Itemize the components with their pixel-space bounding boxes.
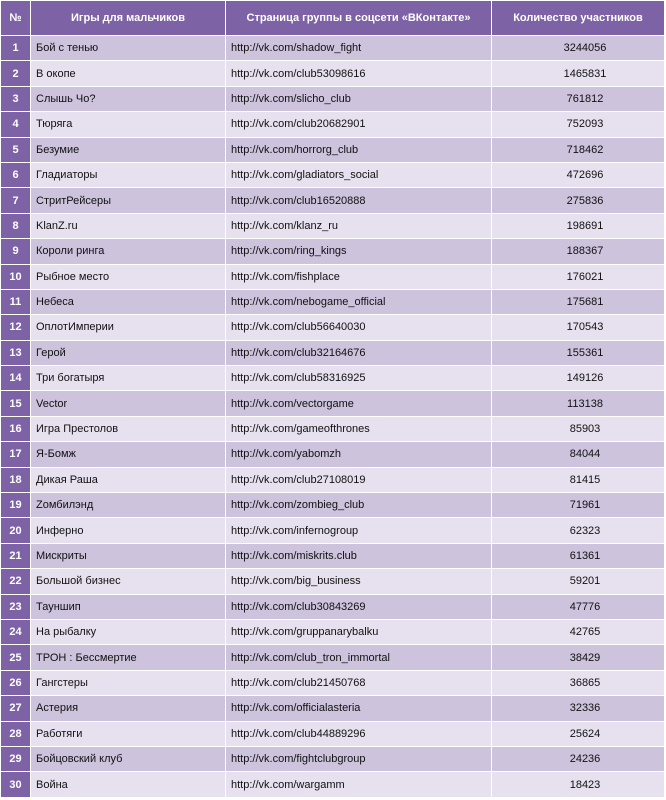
table-row (1, 442, 664, 466)
group-link: http://vk.com/zombieg_club (226, 493, 491, 517)
row-number: 30 (1, 772, 30, 796)
game-name: Работяги (31, 722, 225, 746)
row-number: 26 (1, 671, 30, 695)
group-link: http://vk.com/infernogroup (226, 518, 491, 542)
row-number: 21 (1, 544, 30, 568)
member-count: 25624 (492, 722, 664, 746)
table-row (1, 518, 664, 542)
group-link: http://vk.com/ring_kings (226, 239, 491, 263)
member-count: 47776 (492, 595, 664, 619)
table-row (1, 290, 664, 314)
game-name: Гладиаторы (31, 163, 225, 187)
row-number: 25 (1, 645, 30, 669)
table-body (1, 36, 664, 797)
row-number: 23 (1, 595, 30, 619)
member-count: 188367 (492, 239, 664, 263)
member-count: 36865 (492, 671, 664, 695)
member-count: 113138 (492, 391, 664, 415)
group-link: http://vk.com/club30843269 (226, 595, 491, 619)
row-number: 15 (1, 391, 30, 415)
member-count: 170543 (492, 315, 664, 339)
game-name: Инферно (31, 518, 225, 542)
table-row (1, 391, 664, 415)
table-row (1, 61, 664, 85)
game-name: Безумие (31, 138, 225, 162)
row-number: 18 (1, 468, 30, 492)
row-number: 5 (1, 138, 30, 162)
row-number: 24 (1, 620, 30, 644)
game-name: СтритРейсеры (31, 188, 225, 212)
game-name: Гангстеры (31, 671, 225, 695)
group-link: http://vk.com/club58316925 (226, 366, 491, 390)
table-row (1, 671, 664, 695)
table-row (1, 772, 664, 796)
group-link: http://vk.com/slicho_club (226, 87, 491, 111)
table-row (1, 163, 664, 187)
game-name: ОплотИмперии (31, 315, 225, 339)
group-link: http://vk.com/horrorg_club (226, 138, 491, 162)
group-link: http://vk.com/gruppanarybalku (226, 620, 491, 644)
row-number: 16 (1, 417, 30, 441)
row-number: 17 (1, 442, 30, 466)
table-row (1, 366, 664, 390)
group-link: http://vk.com/vectorgame (226, 391, 491, 415)
header-num: № (1, 1, 30, 35)
game-name: Герой (31, 341, 225, 365)
table-row (1, 722, 664, 746)
group-link: http://vk.com/club16520888 (226, 188, 491, 212)
table-row (1, 645, 664, 669)
row-number: 14 (1, 366, 30, 390)
row-number: 6 (1, 163, 30, 187)
game-name: Короли ринга (31, 239, 225, 263)
group-link: http://vk.com/club32164676 (226, 341, 491, 365)
game-name: Zомбилэнд (31, 493, 225, 517)
header-row (1, 1, 664, 35)
member-count: 62323 (492, 518, 664, 542)
row-number: 4 (1, 112, 30, 136)
row-number: 19 (1, 493, 30, 517)
table-row (1, 417, 664, 441)
member-count: 149126 (492, 366, 664, 390)
table-row (1, 569, 664, 593)
group-link: http://vk.com/club53098616 (226, 61, 491, 85)
group-link: http://vk.com/miskrits.club (226, 544, 491, 568)
table-row (1, 595, 664, 619)
game-name: В окопе (31, 61, 225, 85)
member-count: 24236 (492, 747, 664, 771)
group-link: http://vk.com/klanz_ru (226, 214, 491, 238)
group-link: http://vk.com/yabomzh (226, 442, 491, 466)
group-link: http://vk.com/club20682901 (226, 112, 491, 136)
table-row (1, 239, 664, 263)
member-count: 18423 (492, 772, 664, 796)
member-count: 761812 (492, 87, 664, 111)
group-link: http://vk.com/fishplace (226, 265, 491, 289)
table-row (1, 544, 664, 568)
game-name: Слышь Чо? (31, 87, 225, 111)
game-name: Астерия (31, 696, 225, 720)
row-number: 27 (1, 696, 30, 720)
member-count: 32336 (492, 696, 664, 720)
group-link: http://vk.com/gameofthrones (226, 417, 491, 441)
row-number: 8 (1, 214, 30, 238)
game-name: Рыбное место (31, 265, 225, 289)
group-link: http://vk.com/officialasteria (226, 696, 491, 720)
row-number: 9 (1, 239, 30, 263)
game-name: Я-Бомж (31, 442, 225, 466)
row-number: 11 (1, 290, 30, 314)
group-link: http://vk.com/club_tron_immortal (226, 645, 491, 669)
row-number: 13 (1, 341, 30, 365)
table-row (1, 468, 664, 492)
game-name: Тауншип (31, 595, 225, 619)
table-row (1, 265, 664, 289)
group-link: http://vk.com/gladiators_social (226, 163, 491, 187)
member-count: 198691 (492, 214, 664, 238)
member-count: 38429 (492, 645, 664, 669)
group-link: http://vk.com/big_business (226, 569, 491, 593)
table-row (1, 315, 664, 339)
game-name: ТРОН : Бессмертие (31, 645, 225, 669)
member-count: 175681 (492, 290, 664, 314)
member-count: 275836 (492, 188, 664, 212)
table-row (1, 493, 664, 517)
header-members: Количество участников (492, 1, 664, 35)
game-name: KlanZ.ru (31, 214, 225, 238)
group-link: http://vk.com/wargamm (226, 772, 491, 796)
header-page: Страница группы в соцсети «ВКонтакте» (226, 1, 491, 35)
header-game: Игры для мальчиков (31, 1, 225, 35)
row-number: 29 (1, 747, 30, 771)
table-row (1, 341, 664, 365)
member-count: 59201 (492, 569, 664, 593)
row-number: 7 (1, 188, 30, 212)
group-link: http://vk.com/nebogame_official (226, 290, 491, 314)
table-row (1, 112, 664, 136)
member-count: 85903 (492, 417, 664, 441)
member-count: 1465831 (492, 61, 664, 85)
game-name: Небеса (31, 290, 225, 314)
table-row (1, 620, 664, 644)
row-number: 20 (1, 518, 30, 542)
member-count: 752093 (492, 112, 664, 136)
game-name: Мискриты (31, 544, 225, 568)
group-link: http://vk.com/club56640030 (226, 315, 491, 339)
row-number: 12 (1, 315, 30, 339)
table-row (1, 214, 664, 238)
group-link: http://vk.com/club27108019 (226, 468, 491, 492)
group-link: http://vk.com/fightclubgroup (226, 747, 491, 771)
row-number: 3 (1, 87, 30, 111)
group-link: http://vk.com/club44889296 (226, 722, 491, 746)
member-count: 718462 (492, 138, 664, 162)
member-count: 84044 (492, 442, 664, 466)
game-name: На рыбалку (31, 620, 225, 644)
game-name: Тюряга (31, 112, 225, 136)
group-link: http://vk.com/shadow_fight (226, 36, 491, 60)
row-number: 22 (1, 569, 30, 593)
table-row (1, 696, 664, 720)
member-count: 61361 (492, 544, 664, 568)
row-number: 10 (1, 265, 30, 289)
row-number: 28 (1, 722, 30, 746)
game-name: Дикая Раша (31, 468, 225, 492)
member-count: 42765 (492, 620, 664, 644)
member-count: 3244056 (492, 36, 664, 60)
member-count: 176021 (492, 265, 664, 289)
group-link: http://vk.com/club21450768 (226, 671, 491, 695)
table-row (1, 747, 664, 771)
game-name: Большой бизнес (31, 569, 225, 593)
table-row (1, 36, 664, 60)
game-name: Война (31, 772, 225, 796)
member-count: 155361 (492, 341, 664, 365)
member-count: 71961 (492, 493, 664, 517)
game-name: Игра Престолов (31, 417, 225, 441)
game-name: Бой с тенью (31, 36, 225, 60)
row-number: 1 (1, 36, 30, 60)
table-row (1, 87, 664, 111)
table-row (1, 138, 664, 162)
member-count: 472696 (492, 163, 664, 187)
game-name: Бойцовский клуб (31, 747, 225, 771)
game-name: Три богатыря (31, 366, 225, 390)
row-number: 2 (1, 61, 30, 85)
member-count: 81415 (492, 468, 664, 492)
game-name: Vector (31, 391, 225, 415)
table-row (1, 188, 664, 212)
